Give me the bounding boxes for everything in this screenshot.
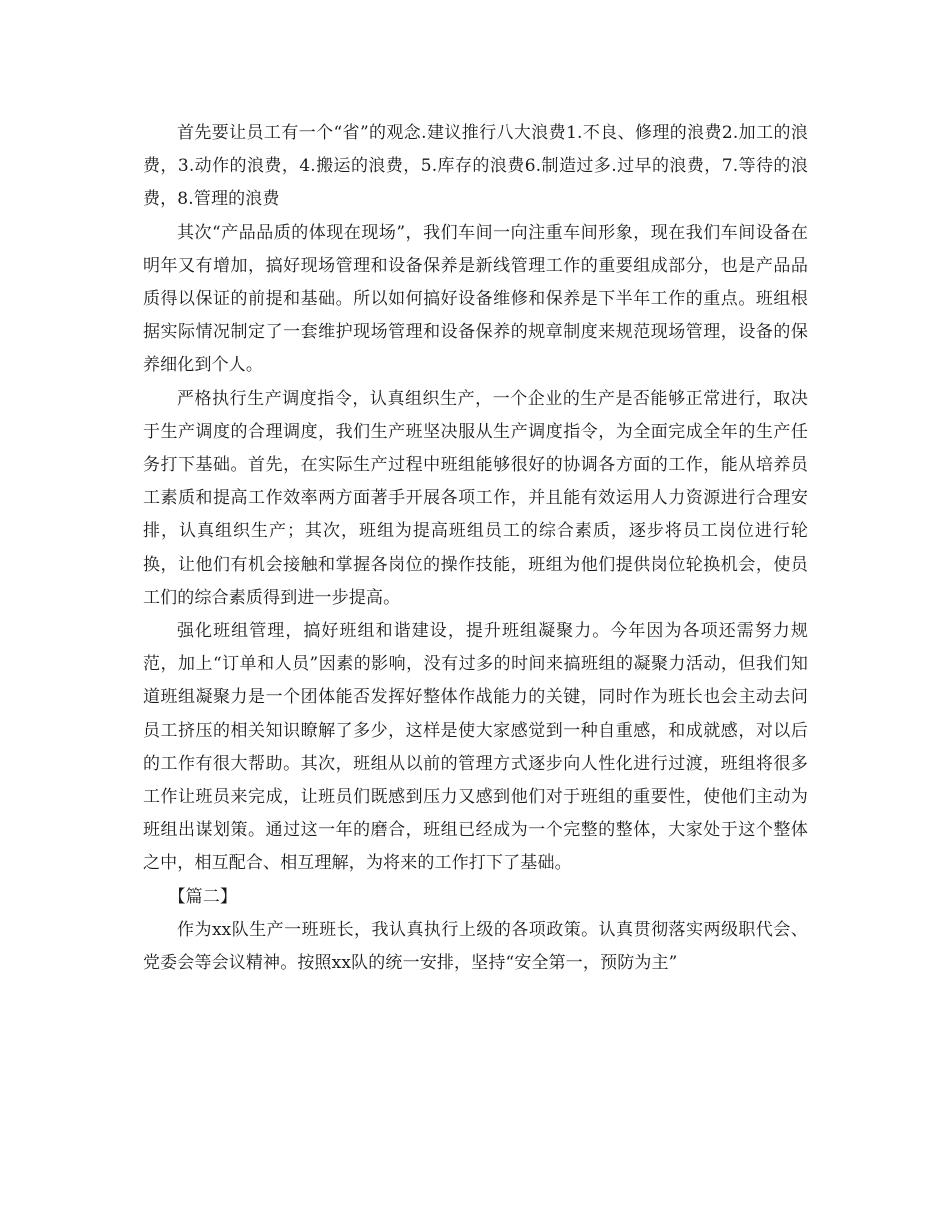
document-body [143,117,808,980]
paragraph-product-quality: 其次“产品品质的体现在现场”，我们车间一向注重车间形象，现在我们车间设备在明年又有增加，搞好现场管理和设备保养是新线管理工作的重要组成部分，也是产品品质得以保证的前提和基础。所以如何搞好设备维修和保养是下半年工作的重点。班组根据实际情况制定了一套维护现场管理和设备保养的规章制度来规范现场管理，设备的保养细化到个人。 [143,222,808,376]
paragraph-production-scheduling: 严格执行生产调度指令，认真组织生产，一个企业的生产是否能够正常进行，取决于生产调度的合理调度，我们生产班坚决服从生产调度指令，为全面完成全年的生产任务打下基础。首先，在实际生产过程中班组能够很好的协调各方面的工作，能从培养员工素质和提高工作效率两方面著手开展各项工作，并且能有效运用人力资源进行合理安排，认真组织生产；其次，班组为提高班组员工的综合素质，逐步将员工岗位进行轮换，让他们有机会接触和掌握各岗位的操作技能，班组为他们提供岗位轮换机会，使员工们的综合素质得到进一步提高。 [143,388,808,608]
paragraph-team-management: 强化班组管理，搞好班组和谐建设，提升班组凝聚力。今年因为各项还需努力规范，加上“订单和人员”因素的影响，没有过多的时间来搞班组的凝聚力活动，但我们知道班组凝聚力是一个团体能否发挥好整体作战能力的关键，同时作为班长也会主动去问员工挤压的相关知识瞭解了多少，这样是使大家感觉到一种自重感，和成就感，对以后的工作有很大帮助。其次，班组从以前的管理方式逐步向人性化进行过渡，班组将很多工作让班员来完成，让班员们既感到压力又感到他们对于班组的重要性，使他们主动为班组出谋划策。通过这一年的磨合，班组已经成为一个完整的整体，大家处于这个整体之中，相互配合、相互理解，为将来的工作打下了基础。 [143,621,808,874]
paragraph-eight-wastes: 首先要让员工有一个“省”的观念.建议推行八大浪费1.不良、修理的浪费2.加工的浪费，3.动作的浪费，4.搬运的浪费，5.库存的浪费6.制造过多.过早的浪费，7.等待的浪费，8.管理的浪费 [143,123,808,210]
section-heading: 【篇二】 [168,886,238,907]
paragraph-team-leader-intro: 作为xx队生产一班班长，我认真执行上级的各项政策。认真贯彻落实两级职代会、党委会等会议精神。按照xx队的统一安排，坚持“安全第一，预防为主” [143,919,808,974]
